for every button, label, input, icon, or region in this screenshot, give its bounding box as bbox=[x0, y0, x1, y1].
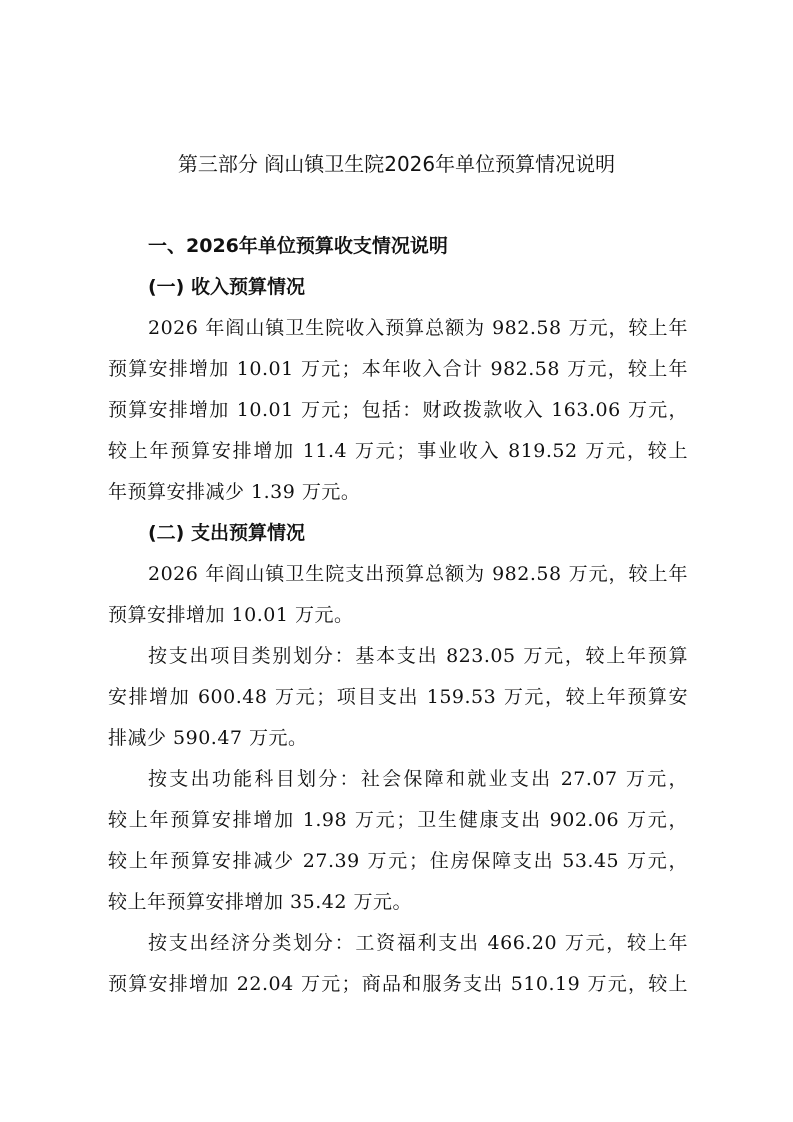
section-heading: 一、2026年单位预算收支情况说明 bbox=[148, 235, 448, 257]
paragraph-line: 按支出功能科目划分：社会保障和就业支出 27.07 万元， bbox=[148, 768, 688, 790]
paragraph-line: 预算安排增加 10.01 万元；本年收入合计 982.58 万元，较上年 bbox=[108, 358, 688, 380]
paragraph-by-project-category bbox=[108, 636, 688, 759]
document-title: 第三部分 阎山镇卫生院2026年单位预算情况说明 bbox=[177, 152, 616, 176]
paragraph-line: 年预算安排减少 1.39 万元。 bbox=[108, 481, 361, 503]
paragraph-line: 2026 年阎山镇卫生院支出预算总额为 982.58 万元，较上年 bbox=[148, 563, 688, 585]
paragraph-by-economic-class bbox=[108, 923, 688, 1005]
paragraph-line: 排减少 590.47 万元。 bbox=[108, 727, 308, 749]
paragraph-line: 预算安排增加 10.01 万元。 bbox=[108, 604, 354, 626]
paragraph-line: 安排增加 600.48 万元；项目支出 159.53 万元，较上年预算安 bbox=[108, 686, 688, 708]
paragraph-line: 较上年预算安排增加 1.98 万元；卫生健康支出 902.06 万元， bbox=[108, 809, 688, 831]
subsection-heading-income: (一) 收入预算情况 bbox=[148, 276, 305, 298]
paragraph-line: 预算安排增加 22.04 万元；商品和服务支出 510.19 万元，较上 bbox=[108, 973, 688, 995]
paragraph-line: 预算安排增加 10.01 万元；包括：财政拨款收入 163.06 万元， bbox=[108, 399, 688, 421]
paragraph-line: 按支出项目类别划分：基本支出 823.05 万元，较上年预算 bbox=[148, 645, 688, 667]
paragraph-line: 较上年预算安排增加 35.42 万元。 bbox=[108, 891, 412, 913]
document-body bbox=[108, 226, 688, 1005]
paragraph-by-function bbox=[108, 759, 688, 923]
subsection-heading-expenditure: (二) 支出预算情况 bbox=[148, 522, 305, 544]
paragraph-line: 较上年预算安排减少 27.39 万元；住房保障支出 53.45 万元， bbox=[108, 850, 688, 872]
paragraph-line: 按支出经济分类划分：工资福利支出 466.20 万元，较上年 bbox=[148, 932, 688, 954]
paragraph-line: 较上年预算安排增加 11.4 万元；事业收入 819.52 万元，较上 bbox=[108, 440, 688, 462]
paragraph-line: 2026 年阎山镇卫生院收入预算总额为 982.58 万元，较上年 bbox=[148, 317, 688, 339]
paragraph-expenditure-total bbox=[108, 554, 688, 636]
paragraph-income bbox=[108, 308, 688, 513]
